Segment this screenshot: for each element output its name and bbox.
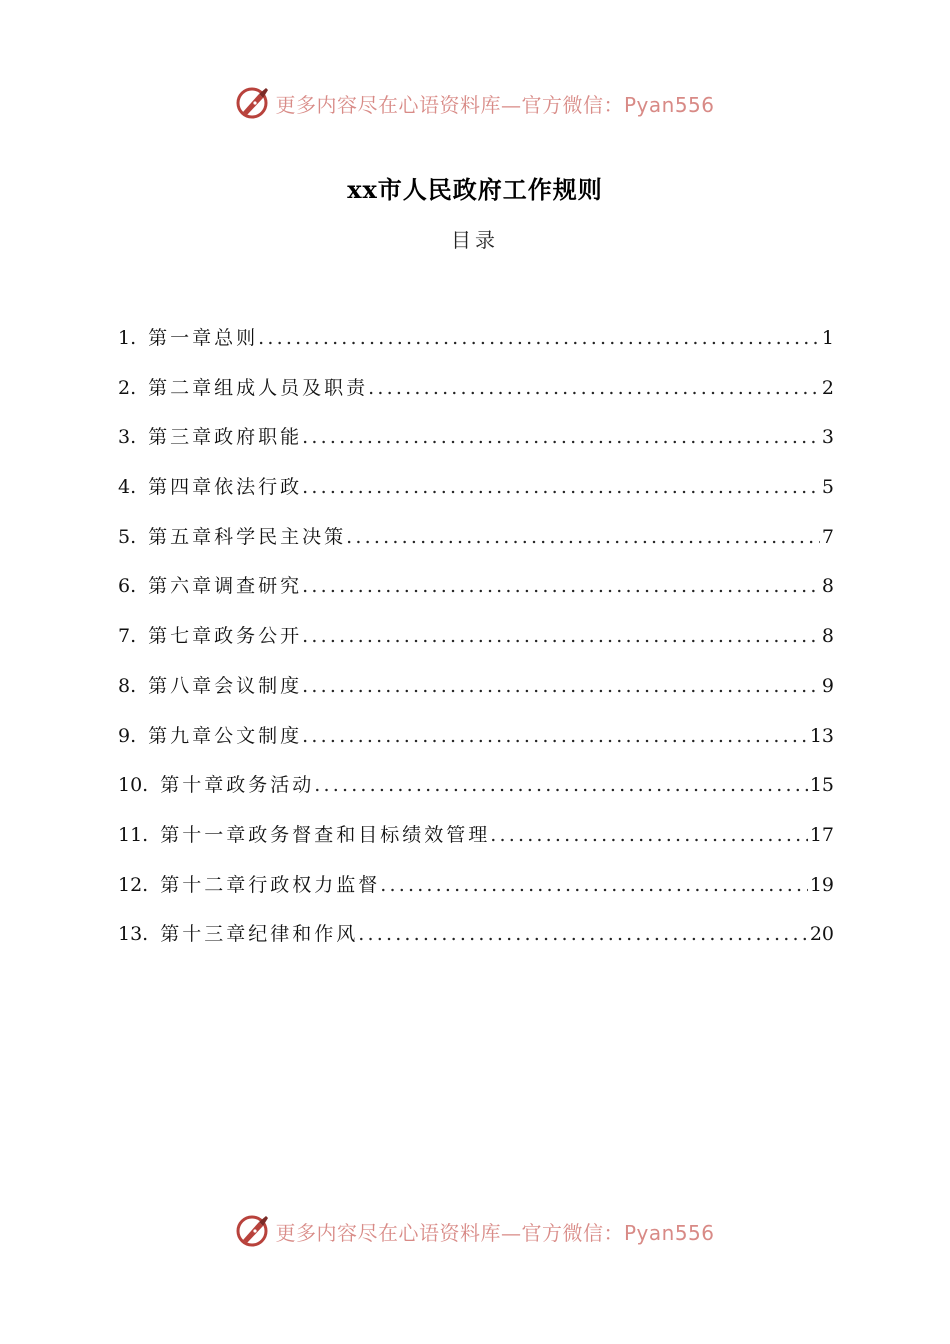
toc-entry-5[interactable] (118, 517, 834, 567)
toc-entry-number: 10. (118, 774, 149, 797)
toc-entry-13[interactable] (118, 914, 834, 964)
toc-entry-number: 7. (118, 625, 137, 648)
toc-entry-11[interactable] (118, 815, 834, 865)
toc-entry-number: 12. (118, 873, 149, 896)
toc-entry-2[interactable] (118, 368, 834, 418)
toc-entry-label: 第一章总则 (148, 327, 259, 349)
toc-entry-label: 第三章政府职能 (148, 426, 303, 449)
toc-dot-leader (368, 368, 820, 408)
toc-entry-page: 20 (809, 923, 834, 946)
header-banner-text: 更多内容尽在心语资料库—官方微信： (275, 92, 624, 117)
pen-nib-logo-icon (235, 85, 271, 121)
toc-entry-label: 第十二章行政权力监督 (160, 873, 381, 896)
footer-banner-handle: Pyan556 (623, 1220, 715, 1245)
toc-entry-label: 第六章调查研究 (148, 575, 303, 598)
toc-entry-8[interactable] (118, 666, 834, 716)
toc-dot-leader (302, 666, 820, 706)
toc-entry-label: 第九章公文制度 (148, 724, 303, 747)
footer-banner-text: 更多内容尽在心语资料库—官方微信： (275, 1220, 624, 1245)
toc-entry-3[interactable] (118, 417, 834, 467)
document-title: xx市人民政府工作规则 (347, 175, 603, 204)
toc-entry-page: 8 (821, 625, 834, 648)
toc-entry-label: 第七章政务公开 (148, 625, 303, 648)
toc-entry-page: 2 (821, 376, 834, 399)
toc-entry-label: 第十章政务活动 (160, 774, 315, 797)
toc-entry-page: 17 (809, 823, 834, 846)
toc-entry-number: 13. (118, 923, 149, 946)
toc-entry-number: 5. (118, 525, 137, 548)
toc-entry-page: 19 (809, 873, 834, 896)
toc-entry-number: 4. (118, 476, 137, 499)
toc-dot-leader (314, 765, 808, 805)
pen-nib-logo-icon (235, 1213, 271, 1249)
toc-heading: 目录 (451, 228, 499, 252)
footer-watermark-banner (0, 1211, 950, 1251)
toc-dot-leader (380, 865, 808, 905)
toc-entry-number: 8. (118, 674, 137, 697)
toc-entry-number: 3. (118, 426, 137, 449)
toc-entry-4[interactable] (118, 467, 834, 517)
toc-entry-page: 13 (809, 724, 834, 747)
toc-entry-7[interactable] (118, 616, 834, 666)
table-of-contents (118, 318, 834, 964)
header-banner-handle: Pyan556 (623, 92, 715, 117)
toc-entry-9[interactable] (118, 716, 834, 766)
toc-entry-number: 11. (118, 823, 149, 846)
toc-entry-6[interactable] (118, 566, 834, 616)
toc-entry-label: 第四章依法行政 (148, 476, 303, 499)
toc-entry-label: 第二章组成人员及职责 (148, 376, 369, 399)
toc-dot-leader (302, 716, 808, 756)
toc-entry-page: 3 (821, 426, 834, 449)
toc-dot-leader (302, 417, 820, 457)
toc-entry-number: 6. (118, 575, 137, 598)
toc-entry-page: 1 (821, 327, 834, 349)
toc-entry-number: 9. (118, 724, 137, 747)
toc-entry-page: 15 (809, 774, 834, 797)
toc-entry-page: 7 (821, 525, 834, 548)
toc-entry-10[interactable] (118, 765, 834, 815)
toc-dot-leader (302, 467, 820, 507)
toc-entry-page: 9 (821, 674, 834, 697)
toc-entry-label: 第十三章纪律和作风 (160, 923, 359, 946)
toc-dot-leader (302, 566, 820, 606)
toc-dot-leader (258, 318, 820, 358)
toc-dot-leader (346, 517, 820, 557)
toc-entry-page: 8 (821, 575, 834, 598)
toc-dot-leader (302, 616, 820, 656)
toc-dot-leader (358, 914, 808, 954)
toc-entry-1[interactable] (118, 318, 834, 368)
toc-entry-label: 第八章会议制度 (148, 674, 303, 697)
toc-entry-page: 5 (821, 476, 834, 499)
toc-entry-number: 2. (118, 376, 137, 399)
toc-entry-number: 1. (118, 327, 137, 349)
toc-entry-label: 第十一章政务督查和目标绩效管理 (160, 823, 491, 846)
toc-dot-leader (490, 815, 808, 855)
toc-entry-12[interactable] (118, 865, 834, 915)
toc-entry-label: 第五章科学民主决策 (148, 525, 347, 548)
header-watermark-banner (0, 83, 950, 123)
